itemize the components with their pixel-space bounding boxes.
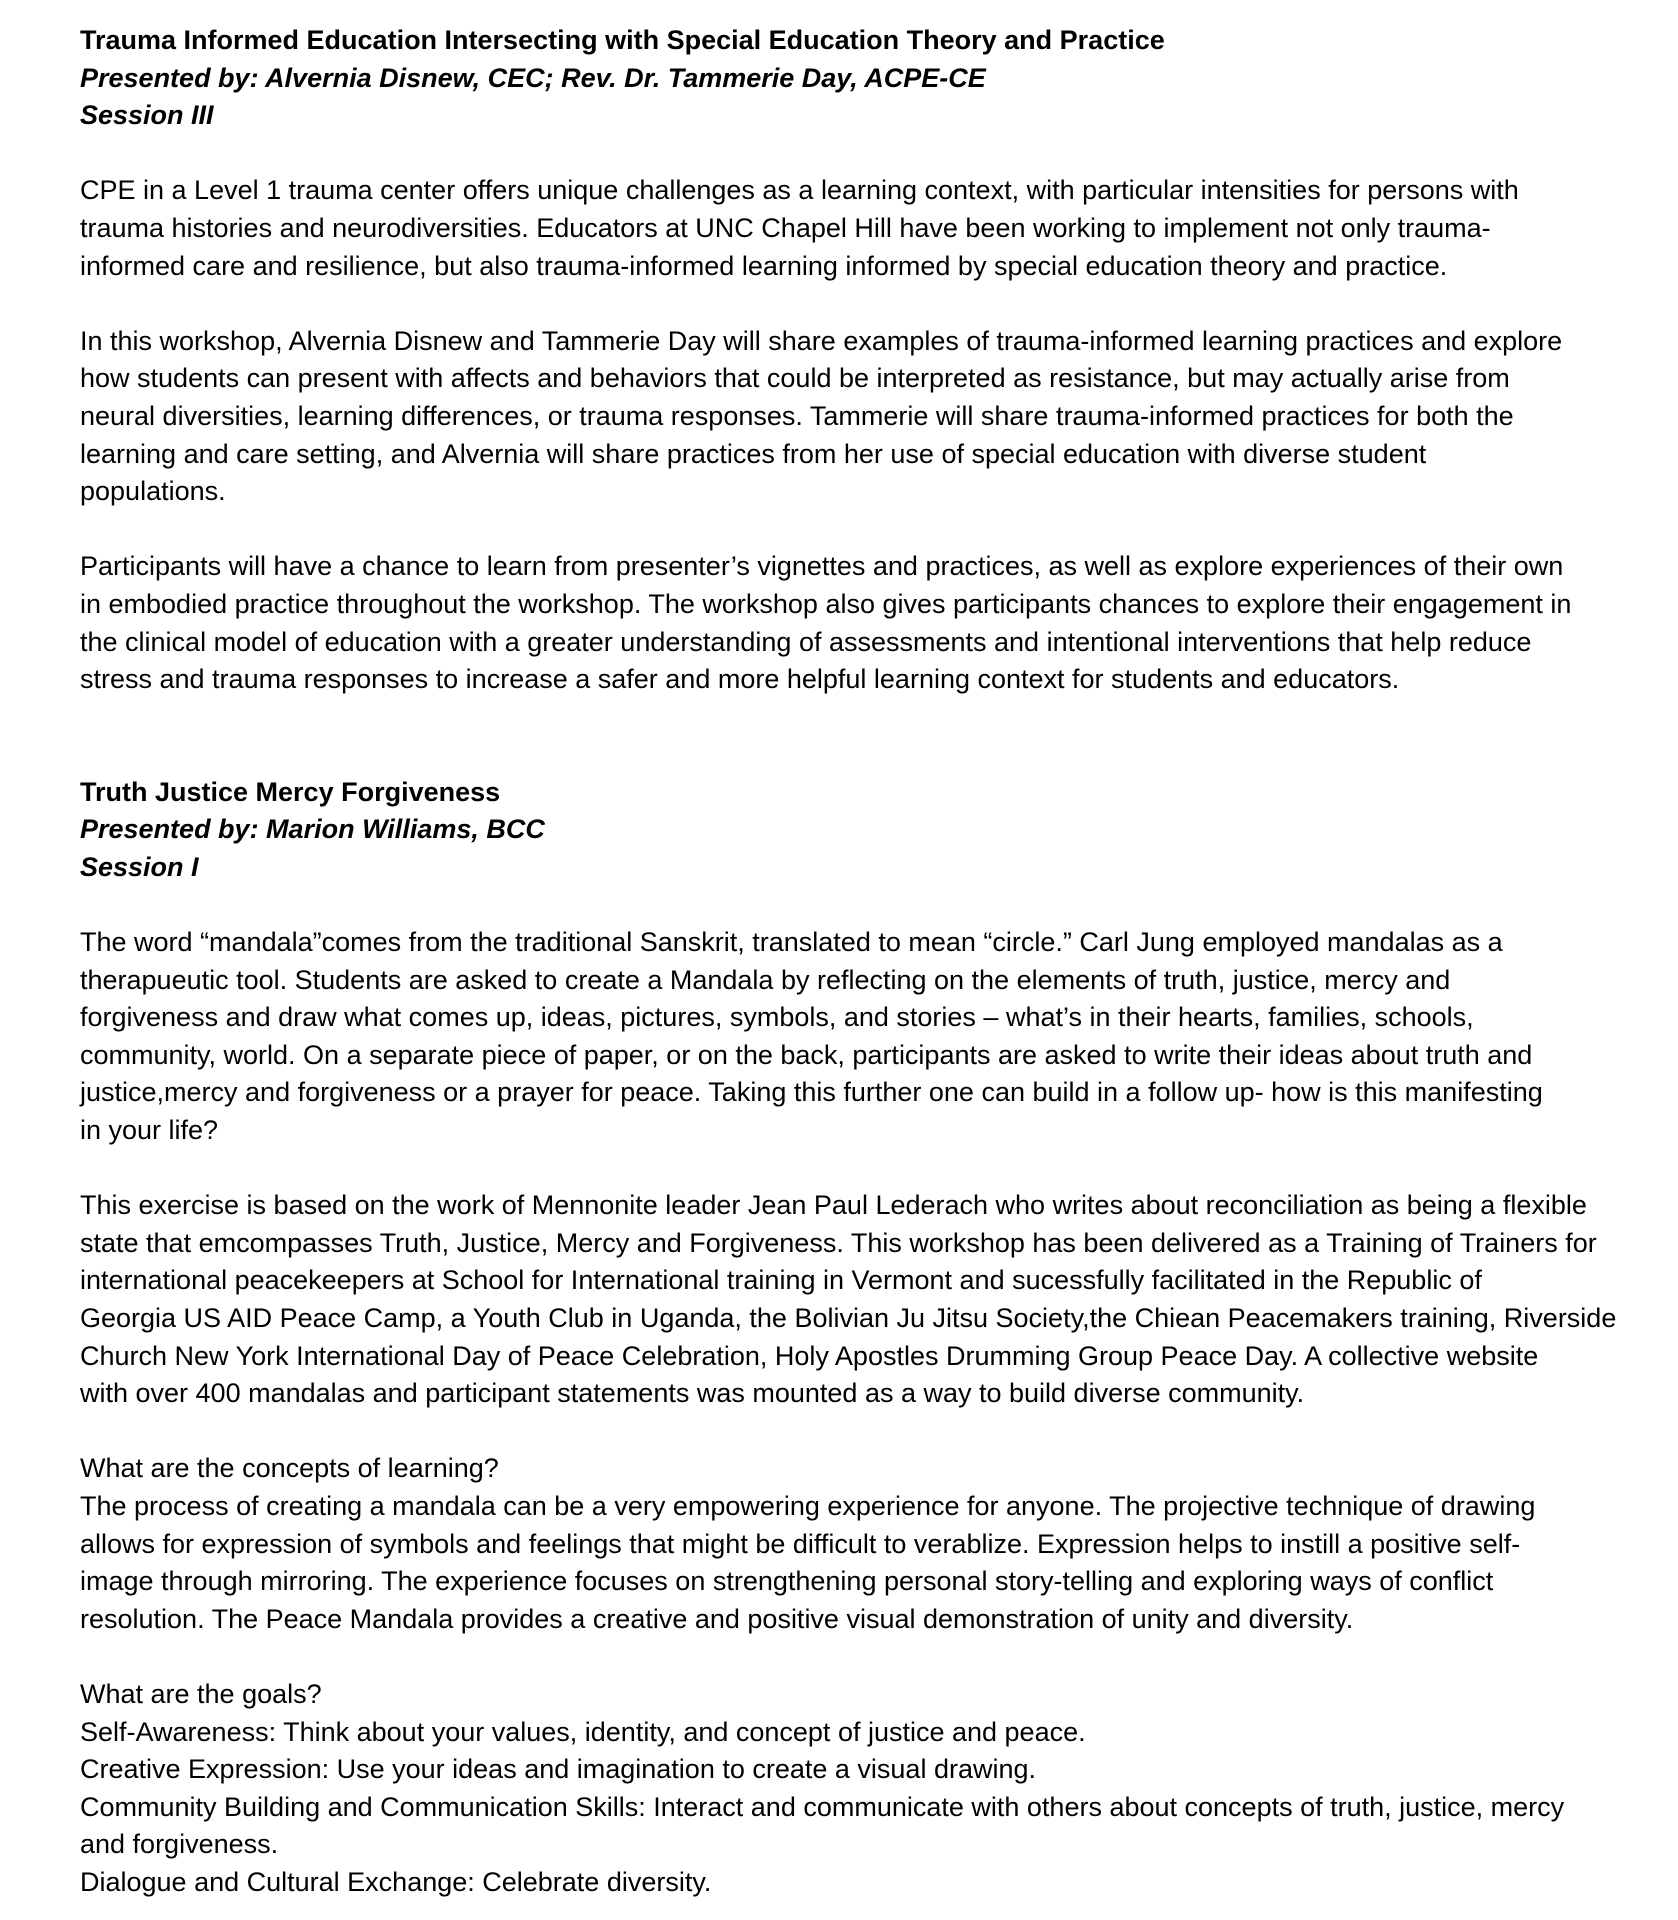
paragraph-line: trauma histories and neurodiversities. Educators at UNC Chapel Hill have been working to implement not only trauma- bbox=[80, 212, 1491, 243]
paragraph-line: state that emcompasses Truth, Justice, Mercy and Forgiveness. This workshop has been delivered as a Training of Trainers for bbox=[80, 1227, 1597, 1258]
paragraph-line: Creative Expression: Use your ideas and imagination to create a visual drawing. bbox=[80, 1754, 1036, 1785]
paragraph-line: What are the concepts of learning? bbox=[80, 1453, 499, 1484]
paragraph-line: allows for expression of symbols and feelings that might be difficult to verablize. Expression helps to instill a positive self- bbox=[80, 1528, 1521, 1559]
paragraph-line: Dialogue and Cultural Exchange: Celebrate diversity. bbox=[80, 1866, 712, 1897]
paragraph-line: Participants will have a chance to learn from presenter’s vignettes and practices, as well as explore experiences of their own bbox=[80, 551, 1564, 582]
paragraph-line: neural diversities, learning differences, or trauma responses. Tammerie will share trauma-informed practices for both the bbox=[80, 400, 1514, 431]
paragraph-line: image through mirroring. The experience focuses on strengthening personal story-telling and exploring ways of conflict bbox=[80, 1566, 1494, 1597]
session-presenters: Presented by: Marion Williams, BCC bbox=[80, 814, 545, 845]
paragraph-line: resolution. The Peace Mandala provides a creative and positive visual demonstration of unity and diversity. bbox=[80, 1603, 1354, 1634]
paragraph bbox=[80, 924, 1660, 1150]
paragraph-line: Georgia US AID Peace Camp, a Youth Club in Uganda, the Bolivian Ju Jitsu Society,the Chiean Peacemakers training, Riverside bbox=[80, 1303, 1617, 1333]
session-trauma-informed-education bbox=[80, 22, 1660, 699]
paragraph-line: how students can present with affects and behaviors that could be interpreted as resistance, but may actually arise from bbox=[80, 363, 1510, 394]
paragraph-line: justice,mercy and forgiveness or a prayer for peace. Taking this further one can build in a follow up- how is this manifesting bbox=[80, 1077, 1543, 1108]
paragraph-line: This exercise is based on the work of Mennonite leader Jean Paul Lederach who writes about reconciliation as being a flexible bbox=[80, 1190, 1587, 1221]
paragraph-line: international peacekeepers at School for International training in Vermont and sucessfully facilitated in the Republic of bbox=[80, 1265, 1482, 1296]
session-label: Session III bbox=[80, 100, 214, 131]
paragraph-line: Community Building and Communication Skills: Interact and communicate with others about concepts of truth, justice, mercy bbox=[80, 1791, 1565, 1822]
paragraph-line: the clinical model of education with a greater understanding of assessments and intentional interventions that help reduce bbox=[80, 626, 1532, 657]
paragraph-line: learning and care setting, and Alvernia will share practices from her use of special education with diverse student bbox=[80, 438, 1427, 469]
paragraph-line: The word “mandala”comes from the traditional Sanskrit, translated to mean “circle.” Carl Jung employed mandalas as a bbox=[80, 927, 1503, 958]
paragraph-line: therapueutic tool. Students are asked to create a Mandala by reflecting on the elements of truth, justice, mercy and bbox=[80, 964, 1451, 995]
paragraph-line: stress and trauma responses to increase a safer and more helpful learning context for students and educators. bbox=[80, 664, 1400, 695]
session-presenters: Presented by: Alvernia Disnew, CEC; Rev. Dr. Tammerie Day, ACPE-CE bbox=[80, 62, 986, 93]
paragraph bbox=[80, 1450, 1660, 1638]
paragraph-line: with over 400 mandalas and participant statements was mounted as a way to build diverse community. bbox=[80, 1378, 1305, 1409]
paragraph bbox=[80, 1676, 1660, 1902]
paragraph-line: In this workshop, Alvernia Disnew and Tammerie Day will share examples of trauma-informed learning practices and explore bbox=[80, 325, 1563, 356]
paragraph-line: What are the goals? bbox=[80, 1678, 322, 1709]
paragraph-line: informed care and resilience, but also trauma-informed learning informed by special education theory and practice. bbox=[80, 250, 1448, 281]
session-label: Session I bbox=[80, 851, 199, 882]
paragraph-line: Self-Awareness: Think about your values, identity, and concept of justice and peace. bbox=[80, 1716, 1086, 1747]
paragraph bbox=[80, 1187, 1660, 1413]
paragraph-line: in your life? bbox=[80, 1115, 219, 1146]
paragraph-line: and forgiveness. bbox=[80, 1829, 279, 1860]
paragraph bbox=[80, 172, 1660, 285]
paragraph-line: community, world. On a separate piece of paper, or on the back, participants are asked to write their ideas about truth and bbox=[80, 1039, 1533, 1070]
document-page bbox=[80, 22, 1660, 1902]
paragraph-line: populations. bbox=[80, 476, 226, 507]
session-title: Trauma Informed Education Intersecting with Special Education Theory and Practice bbox=[80, 25, 1165, 55]
paragraph-line: CPE in a Level 1 trauma center offers unique challenges as a learning context, with particular intensities for persons with bbox=[80, 175, 1519, 206]
paragraph bbox=[80, 548, 1660, 698]
session-truth-justice-mercy-forgiveness bbox=[80, 774, 1660, 1902]
paragraph-line: Church New York International Day of Peace Celebration, Holy Apostles Drumming Group Peace Day. A collective website bbox=[80, 1340, 1539, 1371]
paragraph-line: forgiveness and draw what comes up, ideas, pictures, symbols, and stories – what’s in their hearts, families, schools, bbox=[80, 1002, 1474, 1033]
paragraph-line: in embodied practice throughout the workshop. The workshop also gives participants chances to explore their engagement in bbox=[80, 588, 1572, 619]
session-title: Truth Justice Mercy Forgiveness bbox=[80, 776, 501, 807]
paragraph-line: The process of creating a mandala can be a very empowering experience for anyone. The projective technique of drawing bbox=[80, 1490, 1536, 1521]
paragraph bbox=[80, 323, 1660, 511]
